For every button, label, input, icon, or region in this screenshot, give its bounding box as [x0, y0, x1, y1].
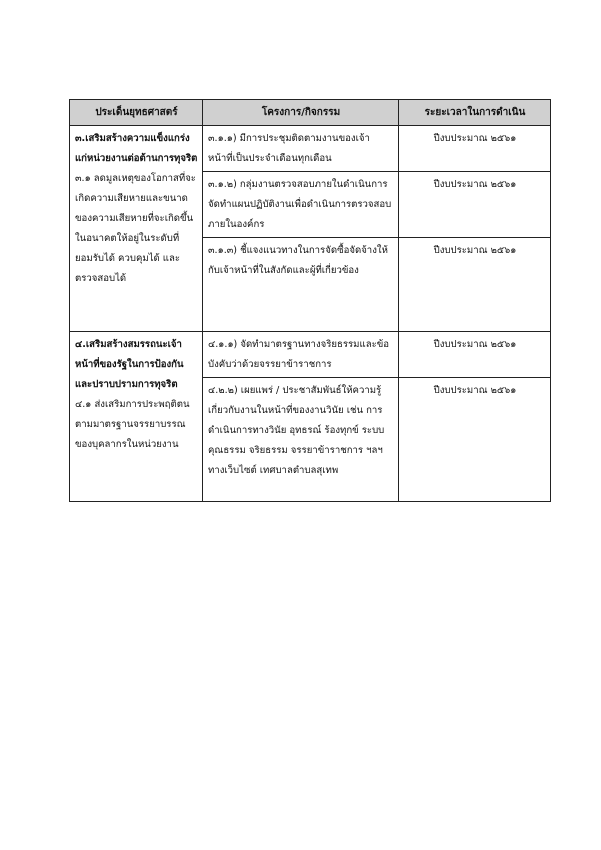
project-cell: ๓.๑.๓) ชี้แจงแนวทางในการจัดซื้อจัดจ้างให้กับเจ้าหน้าที่ในสังกัดและผู้ที่เกี่ยวข้อง — [203, 238, 399, 332]
project-cell: ๔.๒.๒) เผยแพร่ / ประชาสัมพันธ์ให้ความรู้เกี่ยวกับงานในหน้าที่ของงานวินัย เช่น การดำเนินการทางวินัย อุทธรณ์ ร้องทุกข์ ระบบคุณธรรม จริยธรรม จรรยาข้าราชการ ฯลฯ ทางเว็บไซต์ เทศบาลตำบลสุเทพ — [203, 378, 399, 502]
strategy-cell — [70, 332, 203, 502]
strategy-subtitle: ๔.๑ ส่งเสริมการประพฤติตนตามมาตรฐานจรรยาบรรณของบุคลากรในหน่วยงาน — [75, 399, 190, 450]
header-project: โครงการ/กิจกรรม — [203, 100, 399, 126]
period-cell: ปีงบประมาณ ๒๕๖๑ — [399, 172, 551, 238]
project-cell: ๓.๑.๒) กลุ่มงานตรวจสอบภายในดำเนินการจัดทำแผนปฏิบัติงานเพื่อดำเนินการตรวจสอบภายในองค์กร — [203, 172, 399, 238]
table-row — [70, 126, 551, 172]
strategy-title: ๓.เสริมสร้างความแข็งแกร่งแก่หน่วยงานต่อต้านการทุจริต — [75, 133, 198, 164]
header-strategy: ประเด็นยุทธศาสตร์ — [70, 100, 203, 126]
table-header-row — [70, 100, 551, 126]
period-cell: ปีงบประมาณ ๒๕๖๑ — [399, 332, 551, 378]
period-cell: ปีงบประมาณ ๒๕๖๑ — [399, 238, 551, 332]
period-cell: ปีงบประมาณ ๒๕๖๑ — [399, 126, 551, 172]
strategy-title: ๔.เสริมสร้างสมรรถนะเจ้าหน้าที่ของรัฐในการป้องกันและปราบปรามการทุจริต — [75, 339, 184, 390]
header-period: ระยะเวลาในการดำเนิน — [399, 100, 551, 126]
strategy-table — [69, 99, 551, 502]
period-cell: ปีงบประมาณ ๒๕๖๑ — [399, 378, 551, 502]
project-cell: ๓.๑.๑) มีการประชุมติดตามงานของเจ้าหน้าที่เป็นประจำเดือนทุกเดือน — [203, 126, 399, 172]
strategy-cell — [70, 126, 203, 332]
table-row — [70, 332, 551, 378]
project-cell: ๔.๑.๑) จัดทำมาตรฐานทางจริยธรรมและข้อบังคับว่าด้วยจรรยาข้าราชการ — [203, 332, 399, 378]
strategy-subtitle: ๓.๑ ลดมูลเหตุของโอกาสที่จะเกิดความเสียหายและขนาดของความเสียหายที่จะเกิดขึ้นในอนาคตให้อยู่ในระดับที่ยอมรับได้ ควบคุมได้ และตรวจสอบได้ — [75, 173, 196, 284]
